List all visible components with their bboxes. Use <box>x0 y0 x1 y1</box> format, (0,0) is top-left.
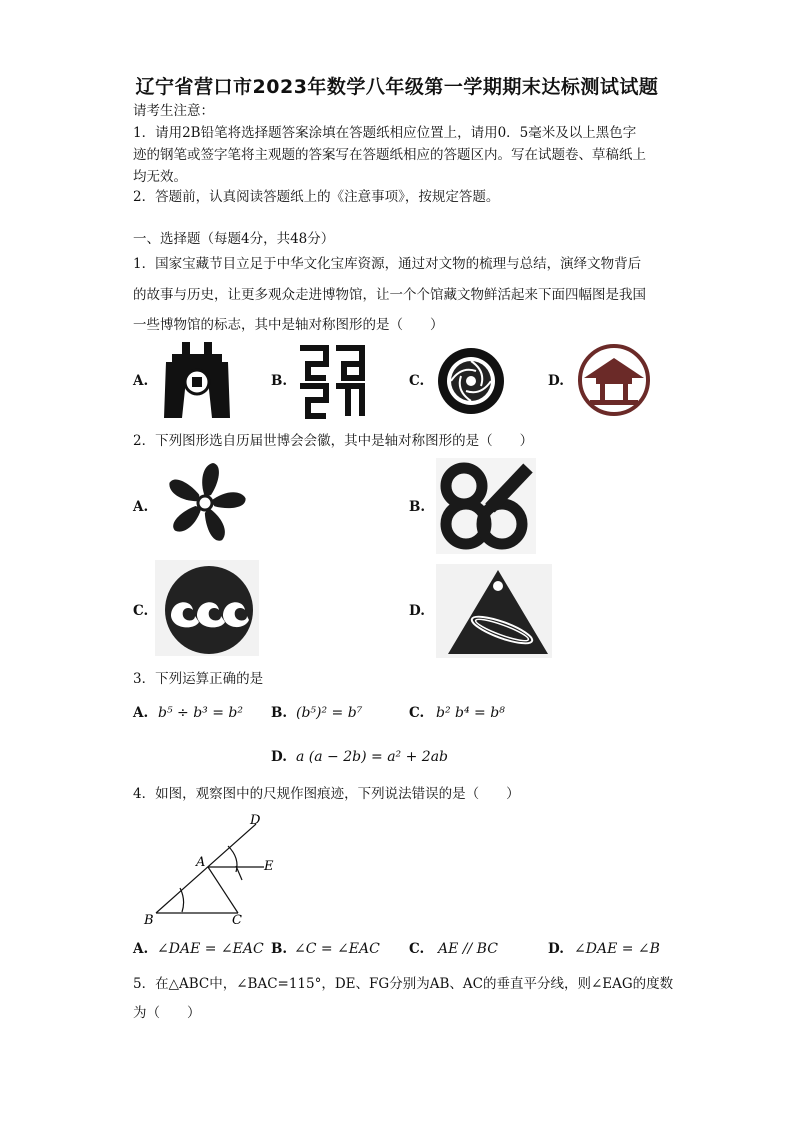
q5-line-1: 5．在△ABC中，∠BAC=115°，DE、FG分别为AB、AC的垂直平分线，则∠EAG的度数 <box>133 976 674 992</box>
q2-option-c: C. <box>133 603 149 619</box>
q3-option-b-expr: (b⁵)² = b⁷ <box>296 705 363 721</box>
museum-logo-gate-icon <box>160 340 234 420</box>
q1-option-d: D. <box>548 373 564 389</box>
line-ac <box>208 867 238 913</box>
q2-option-b: B. <box>409 499 426 515</box>
q3-option-c-expr: b² b⁴ = b⁸ <box>436 705 505 721</box>
q3-text: 3．下列运算正确的是 <box>133 671 264 687</box>
notice-line-1: 1．请用2B铅笔将选择题答案涂填在答题纸相应位置上，请用0．5毫米及以上黑色字 <box>133 125 637 141</box>
q3-option-a-expr: b⁵ ÷ b³ = b² <box>158 705 243 721</box>
q4-option-b-label: B. <box>271 941 288 957</box>
q2-option-d: D. <box>409 603 425 619</box>
expo-waves-icon <box>155 560 259 656</box>
q3-option-d-label: D. <box>271 749 287 765</box>
museum-logo-seal-icon <box>296 344 366 420</box>
q4-option-c-expr: AE // BC <box>438 941 498 957</box>
museum-logo-swirl-icon <box>436 346 506 416</box>
q4-option-c-label: C. <box>409 941 425 957</box>
q4-option-a-label: A. <box>133 941 149 957</box>
q4-construction-figure <box>140 810 290 930</box>
q3-option-b-label: B. <box>271 705 288 721</box>
q3-option-a-label: A. <box>133 705 149 721</box>
notice-line-4: 2．答题前，认真阅读答题纸上的《注意事项》，按规定答题。 <box>133 189 500 205</box>
museum-logo-pavilion-icon <box>574 344 654 416</box>
expo-rings-icon <box>436 458 536 554</box>
q3-option-d-expr: a (a − 2b) = a² + 2ab <box>296 749 449 765</box>
q1-line-1: 1．国家宝藏节目立足于中华文化宝库资源，通过对文物的梳理与总结，演绎文物背后 <box>133 256 642 272</box>
q5-line-2: 为（ ） <box>133 1005 201 1021</box>
expo-flower-icon <box>160 460 250 546</box>
expo-triangle-icon <box>436 564 552 658</box>
q2-option-a: A. <box>133 499 149 515</box>
q1-line-3: 一些博物馆的标志，其中是轴对称图形的是（ ） <box>133 317 444 333</box>
q2-text: 2．下列图形选自历届世博会会徽，其中是轴对称图形的是（ ） <box>133 433 534 449</box>
q4-option-a-expr: ∠DAE = ∠EAC <box>157 941 264 957</box>
label-c: C <box>232 913 242 928</box>
q1-line-2: 的故事与历史，让更多观众走进博物馆，让一个个馆藏文物鲜活起来下面四幅图是我国 <box>133 287 646 303</box>
notice-line-3: 均无效。 <box>133 169 187 185</box>
line-bd <box>156 824 256 913</box>
page-title: 辽宁省营口市2023年数学八年级第一学期期末达标测试试题 <box>135 76 659 98</box>
label-d: D <box>250 813 261 828</box>
q1-option-c: C. <box>409 373 425 389</box>
q3-option-c-label: C. <box>409 705 425 721</box>
label-a: A <box>196 855 206 870</box>
q1-option-b: B. <box>271 373 288 389</box>
label-b: B <box>144 913 154 928</box>
notice-heading: 请考生注意： <box>133 103 214 119</box>
notice-line-2: 迹的钢笔或签字笔将主观题的答案写在答题纸相应的答题区内。写在试题卷、草稿纸上 <box>133 147 646 163</box>
q4-option-d-expr: ∠DAE = ∠B <box>574 941 660 957</box>
q4-option-d-label: D. <box>548 941 564 957</box>
label-e: E <box>264 859 274 874</box>
q4-option-b-expr: ∠C = ∠EAC <box>294 941 380 957</box>
q4-text: 4．如图，观察图中的尺规作图痕迹，下列说法错误的是（ ） <box>133 786 520 802</box>
q1-option-a: A. <box>133 373 149 389</box>
section-heading: 一、选择题（每题4分，共48分） <box>133 231 335 247</box>
